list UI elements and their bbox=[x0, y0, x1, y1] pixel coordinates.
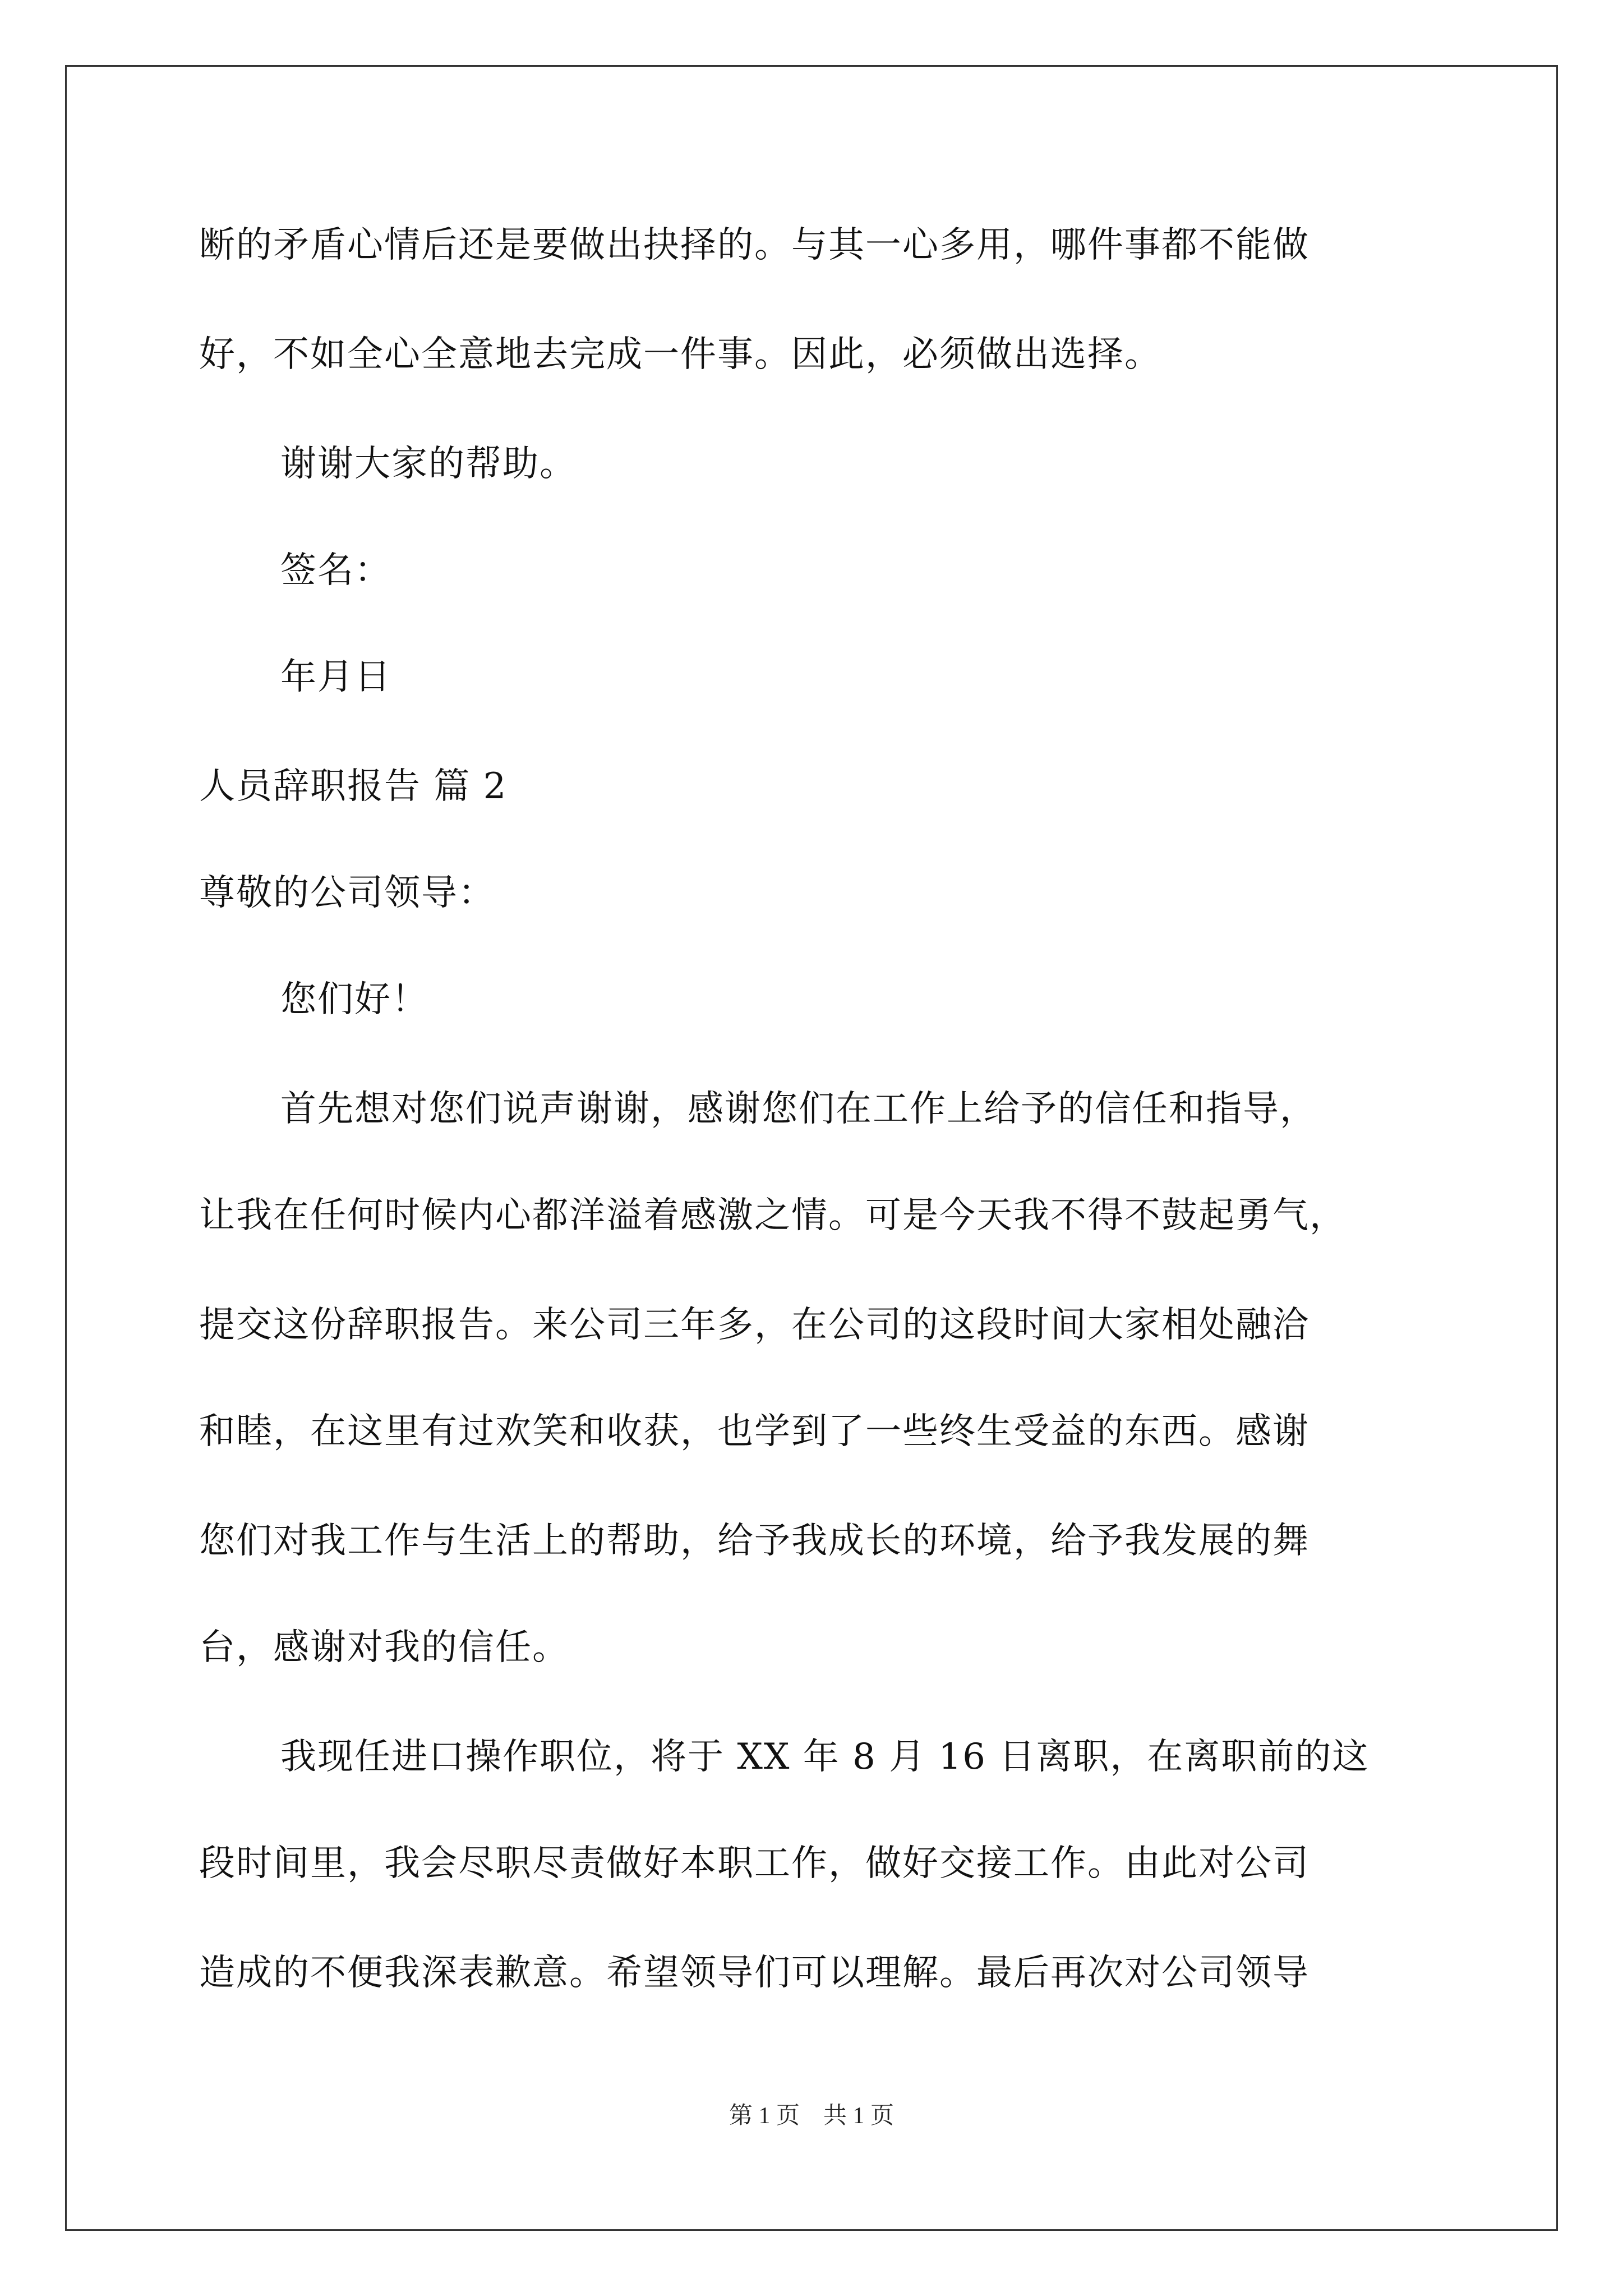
body-line: 断的矛盾心情后还是要做出抉择的。与其一心多用，哪件事都不能做 bbox=[199, 224, 1310, 266]
body-line: 谢谢大家的帮助。 bbox=[280, 443, 577, 485]
body-line: 我现任进口操作职位，将于 XX 年 8 月 16 日离职，在离职前的这 bbox=[280, 1736, 1370, 1778]
body-line: 好，不如全心全意地去完成一件事。因此，必须做出选择。 bbox=[199, 334, 1161, 375]
page-border bbox=[65, 65, 1558, 2231]
body-line: 让我在任何时候内心都洋溢着感激之情。可是今天我不得不鼓起勇气， bbox=[199, 1195, 1347, 1236]
body-line: 和睦，在这里有过欢笑和收获，也学到了一些终生受益的东西。感谢 bbox=[199, 1411, 1310, 1452]
section-heading: 人员辞职报告 篇 2 bbox=[199, 766, 508, 807]
salutation: 尊敬的公司领导： bbox=[199, 872, 495, 914]
body-line: 您们对我工作与生活上的帮助，给予我成长的环境，给予我发展的舞 bbox=[199, 1520, 1310, 1562]
body-line: 提交这份辞职报告。来公司三年多，在公司的这段时间大家相处融洽 bbox=[199, 1304, 1310, 1346]
body-line: 造成的不便我深表歉意。希望领导们可以理解。最后再次对公司领导 bbox=[199, 1952, 1310, 1994]
greeting: 您们好！ bbox=[280, 979, 428, 1020]
body-line: 首先想对您们说声谢谢，感谢您们在工作上给予的信任和指导， bbox=[280, 1088, 1317, 1130]
body-line: 台，感谢对我的信任。 bbox=[199, 1627, 569, 1668]
page-footer: 第 1 页 共 1 页 bbox=[728, 2103, 894, 2129]
body-line: 段时间里，我会尽职尽责做好本职工作，做好交接工作。由此对公司 bbox=[199, 1843, 1310, 1884]
date-line: 年月日 bbox=[280, 656, 391, 698]
signature-label: 签名： bbox=[280, 550, 391, 591]
